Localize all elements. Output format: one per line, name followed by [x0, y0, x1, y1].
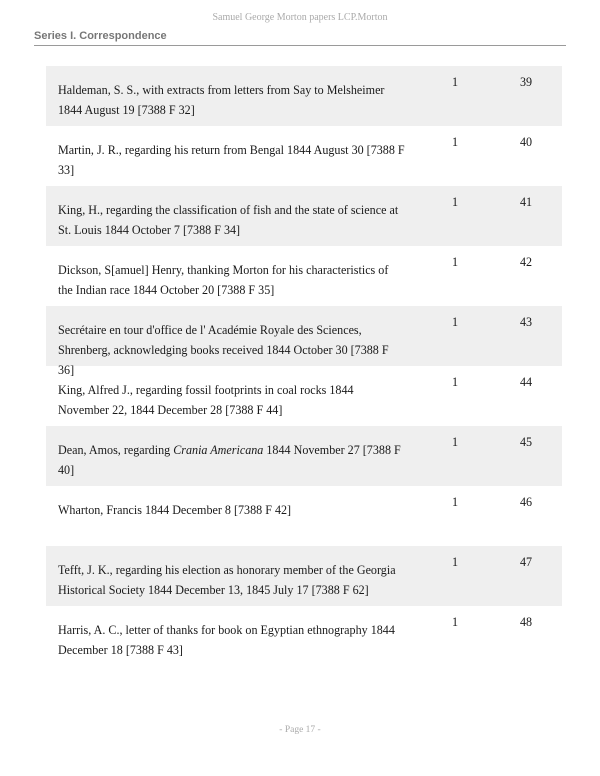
item-description — [58, 500, 406, 520]
description-text: Dickson, S[amuel] Henry, thanking Morton for his characteristics of the Indian race 1844 October 20 [7388 F 35] — [58, 263, 389, 297]
box-number: 1 — [452, 75, 459, 89]
item-description — [58, 260, 406, 300]
table-row — [46, 246, 562, 306]
folder-number: 41 — [520, 195, 533, 209]
description-text: Secrétaire en tour d'office de l' Académie Royale des Sciences, Shrenberg, acknowledging books received 1844 October 30 [7388 F 36] — [58, 323, 389, 377]
box-number: 1 — [452, 315, 459, 329]
description-text: Tefft, J. K., regarding his election as honorary member of the Georgia Historical Society 1844 December 13, 1845 July 17 [7388 F 62] — [58, 563, 396, 597]
running-head: Samuel George Morton papers LCP.Morton — [212, 12, 388, 23]
folder-number: 44 — [520, 375, 533, 389]
description-text: Harris, A. C., letter of thanks for book on Egyptian ethnography 1844 December 18 [7388 F 43] — [58, 623, 395, 657]
description-text: Dean, Amos, regarding — [58, 443, 174, 457]
box-number: 1 — [452, 495, 459, 509]
box-number: 1 — [452, 195, 459, 209]
box-number: 1 — [452, 435, 459, 449]
box-number: 1 — [452, 375, 459, 389]
folder-number: 48 — [520, 615, 533, 629]
table-row — [46, 306, 562, 377]
item-description — [58, 380, 406, 420]
box-number: 1 — [452, 555, 459, 569]
item-description — [58, 200, 406, 240]
item-description — [58, 620, 406, 660]
table-row — [46, 606, 562, 666]
box-number: 1 — [452, 615, 459, 629]
table-row — [46, 486, 562, 546]
description-text: Haldeman, S. S., with extracts from letters from Say to Melsheimer 1844 August 19 [7388 F 32] — [58, 83, 385, 117]
description-text: King, Alfred J., regarding fossil footprints in coal rocks 1844 November 22, 1844 December 28 [7388 F 44] — [58, 383, 354, 417]
folder-number: 47 — [520, 555, 533, 569]
table-row — [46, 426, 562, 486]
description-text: Martin, J. R., regarding his return from Bengal 1844 August 30 [7388 F 33] — [58, 143, 405, 177]
folder-number: 39 — [520, 75, 533, 89]
item-description — [58, 140, 406, 180]
table-row — [46, 66, 562, 126]
container-list — [46, 66, 562, 666]
folder-number: 46 — [520, 495, 533, 509]
folder-number: 45 — [520, 435, 533, 449]
item-description — [58, 440, 406, 480]
table-row — [46, 186, 562, 246]
table-row — [46, 366, 562, 426]
box-number: 1 — [452, 135, 459, 149]
table-row — [46, 546, 562, 606]
folder-number: 42 — [520, 255, 533, 269]
box-number: 1 — [452, 255, 459, 269]
item-description — [58, 560, 406, 600]
table-row — [46, 126, 562, 186]
page-number: - Page 17 - — [279, 725, 321, 735]
description-text: Wharton, Francis 1844 December 8 [7388 F 42] — [58, 503, 292, 517]
description-title: Crania Americana — [173, 443, 264, 457]
description-text-tail: 1844 November 27 [7388 F 40] — [58, 443, 401, 477]
folder-number: 40 — [520, 135, 533, 149]
item-description — [58, 80, 406, 120]
description-text: King, H., regarding the classification of fish and the state of science at St. Louis 1844 October 7 [7388 F 34] — [58, 203, 399, 237]
folder-number: 43 — [520, 315, 533, 329]
series-title: Series I. Correspondence — [34, 30, 566, 46]
